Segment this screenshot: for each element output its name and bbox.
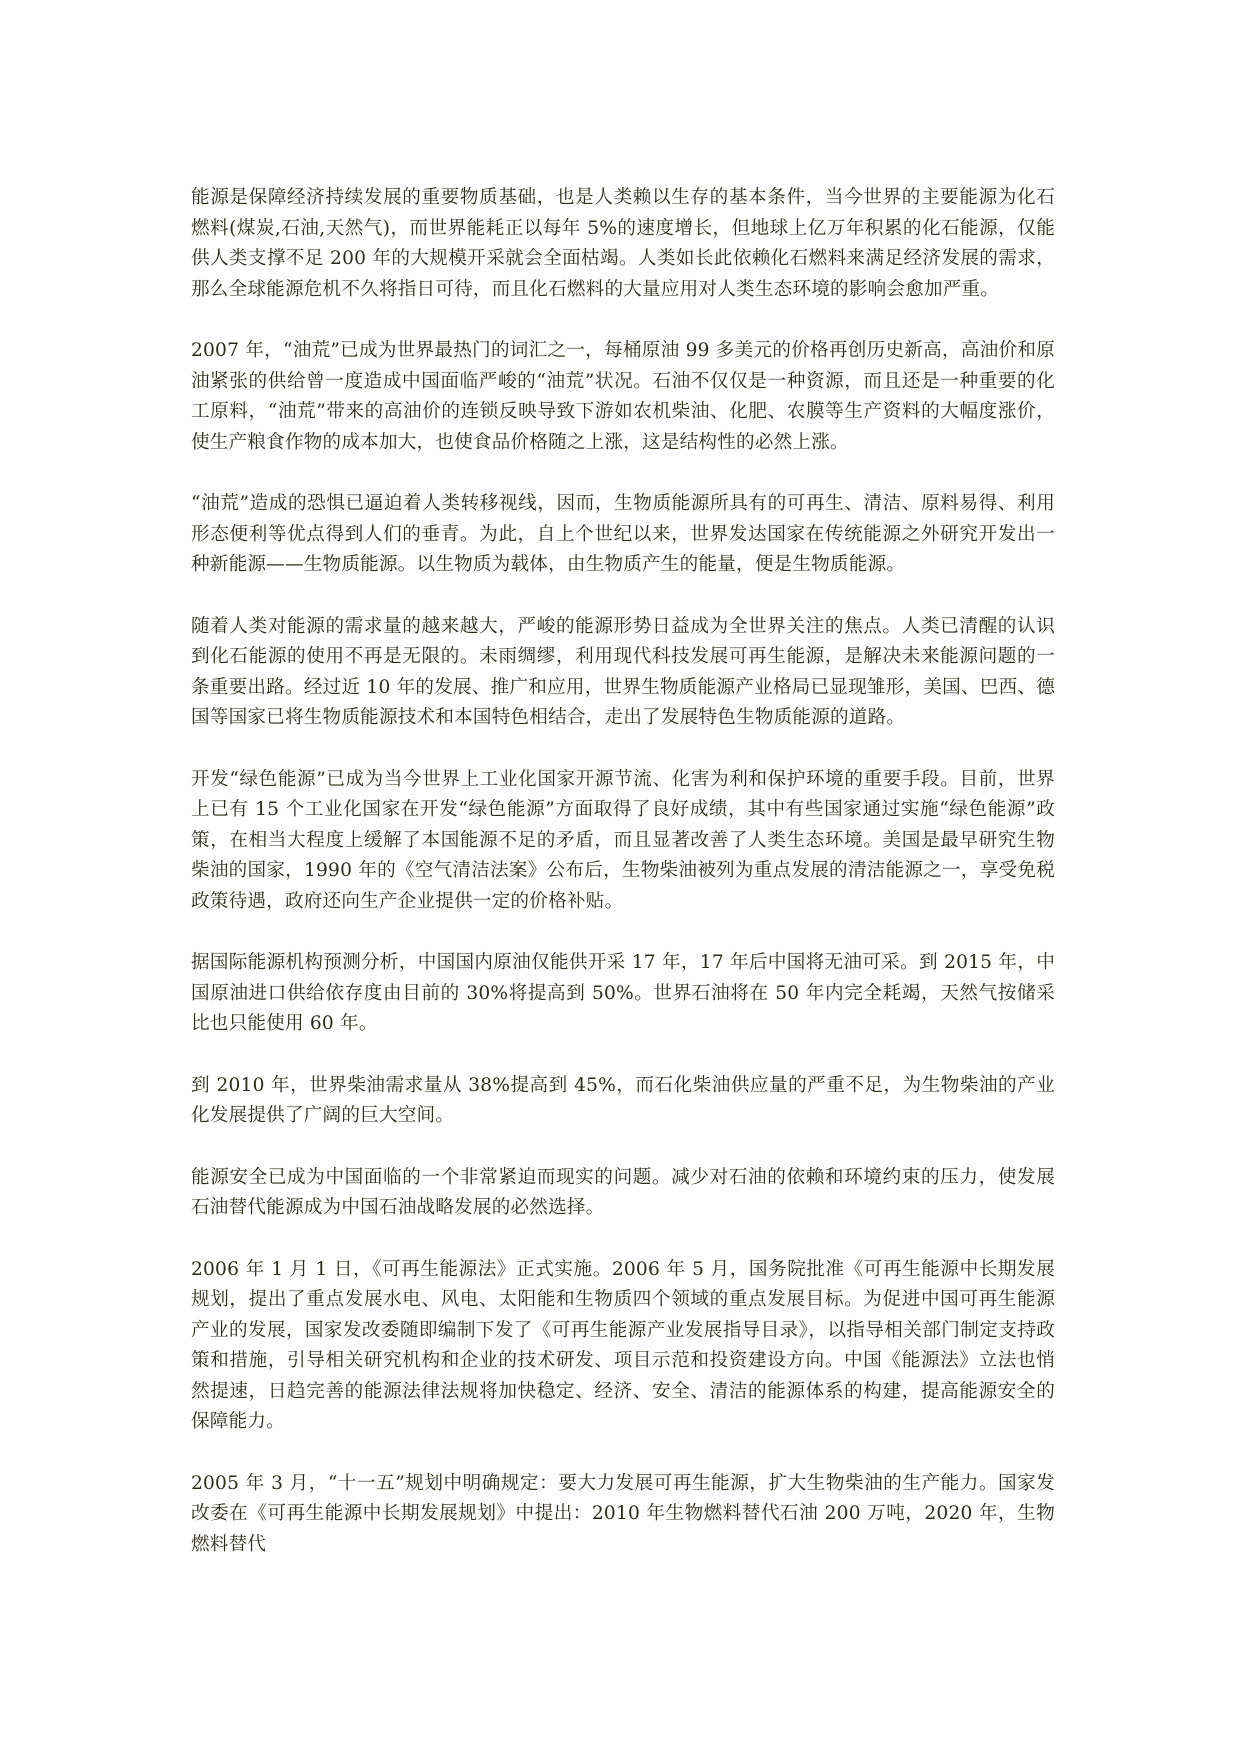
paragraph-9: 2006 年 1 月 1 日，《可再生能源法》正式实施。2006 年 5 月，国务院批准《可再生能源中长期发展规划，提出了重点发展水电、风电、太阳能和生物质四个领域的重点发展目标。为促进中国可再生能源产业的发展，国家发改委随即编制下发了《可再生能源产业发展指导目录》，以指导相关部门制定支持政策和措施，引导相关研究机构和企业的技术研发、项目示范和投资建设方向。中国《能源法》立法也悄然提速，日趋完善的能源法律法规将加快稳定、经济、安全、清洁的能源体系的构建，提高能源安全的保障能力。 <box>191 1258 1055 1432</box>
paragraph-5: 开发“绿色能源”已成为当今世界上工业化国家开源节流、化害为利和保护环境的重要手段。目前，世界上已有 15 个工业化国家在开发“绿色能源”方面取得了良好成绩，其中有些国家通过实施“绿色能源”政策，在相当大程度上缓解了本国能源不足的矛盾，而且显著改善了人类生态环境。美国是最早研究生物柴油的国家，1990 年的《空气清洁法案》公布后，生物柴油被列为重点发展的清洁能源之一，享受免税政策待遇，政府还向生产企业提供一定的价格补贴。 <box>191 768 1055 912</box>
document-body <box>191 183 1055 1591</box>
paragraph-3: “油荒”造成的恐惧已逼迫着人类转移视线，因而，生物质能源所具有的可再生、清洁、原料易得、利用形态便利等优点得到人们的垂青。为此，自上个世纪以来，世界发达国家在传统能源之外研究开发出一种新能源——生物质能源。以生物质为载体，由生物质产生的能量，便是生物质能源。 <box>191 493 1055 575</box>
paragraph-2: 2007 年，“油荒”已成为世界最热门的词汇之一，每桶原油 99 多美元的价格再创历史新高，高油价和原油紧张的供给曾一度造成中国面临严峻的“油荒”状况。石油不仅仅是一种资源，而且还是一种重要的化工原料，“油荒”带来的高油价的连锁反映导致下游如农机柴油、化肥、农膜等生产资料的大幅度涨价，使生产粮食作物的成本加大，也使食品价格随之上涨，这是结构性的必然上涨。 <box>191 340 1055 453</box>
paragraph-1: 能源是保障经济持续发展的重要物质基础，也是人类赖以生存的基本条件，当今世界的主要能源为化石燃料(煤炭,石油,天然气)，而世界能耗正以每年 5%的速度增长，但地球上亿万年积累的化石能源，仅能供人类支撑不足 200 年的大规模开采就会全面枯竭。人类如长此依赖化石燃料来满足经济发展的需求，那么全球能源危机不久将指日可待，而且化石燃料的大量应用对人类生态环境的影响会愈加严重。 <box>191 187 1055 300</box>
paragraph-10: 2005 年 3 月，“十一五”规划中明确规定：要大力发展可再生能源，扩大生物柴油的生产能力。国家发改委在《可再生能源中长期发展规划》中提出：2010 年生物燃料替代石油 200 万吨，2020 年，生物燃料替代 <box>191 1472 1055 1555</box>
paragraph-7: 到 2010 年，世界柴油需求量从 38%提高到 45%，而石化柴油供应量的严重不足，为生物柴油的产业化发展提供了广阔的巨大空间。 <box>191 1074 1055 1126</box>
paragraph-4: 随着人类对能源的需求量的越来越大，严峻的能源形势日益成为全世界关注的焦点。人类已清醒的认识到化石能源的使用不再是无限的。未雨绸缪，利用现代科技发展可再生能源，是解决未来能源问题的一条重要出路。经过近 10 年的发展、推广和应用，世界生物质能源产业格局已显现雏形，美国、巴西、德国等国家已将生物质能源技术和本国特色相结合，走出了发展特色生物质能源的道路。 <box>191 615 1055 728</box>
paragraph-8: 能源安全已成为中国面临的一个非常紧迫而现实的问题。减少对石油的依赖和环境约束的压力，使发展石油替代能源成为中国石油战略发展的必然选择。 <box>191 1166 1055 1218</box>
paragraph-6: 据国际能源机构预测分析，中国国内原油仅能供开采 17 年，17 年后中国将无油可采。到 2015 年，中国原油进口供给依存度由目前的 30%将提高到 50%。世界石油将在 50 年内完全耗竭，天然气按储采比也只能使用 60 年。 <box>191 952 1055 1034</box>
